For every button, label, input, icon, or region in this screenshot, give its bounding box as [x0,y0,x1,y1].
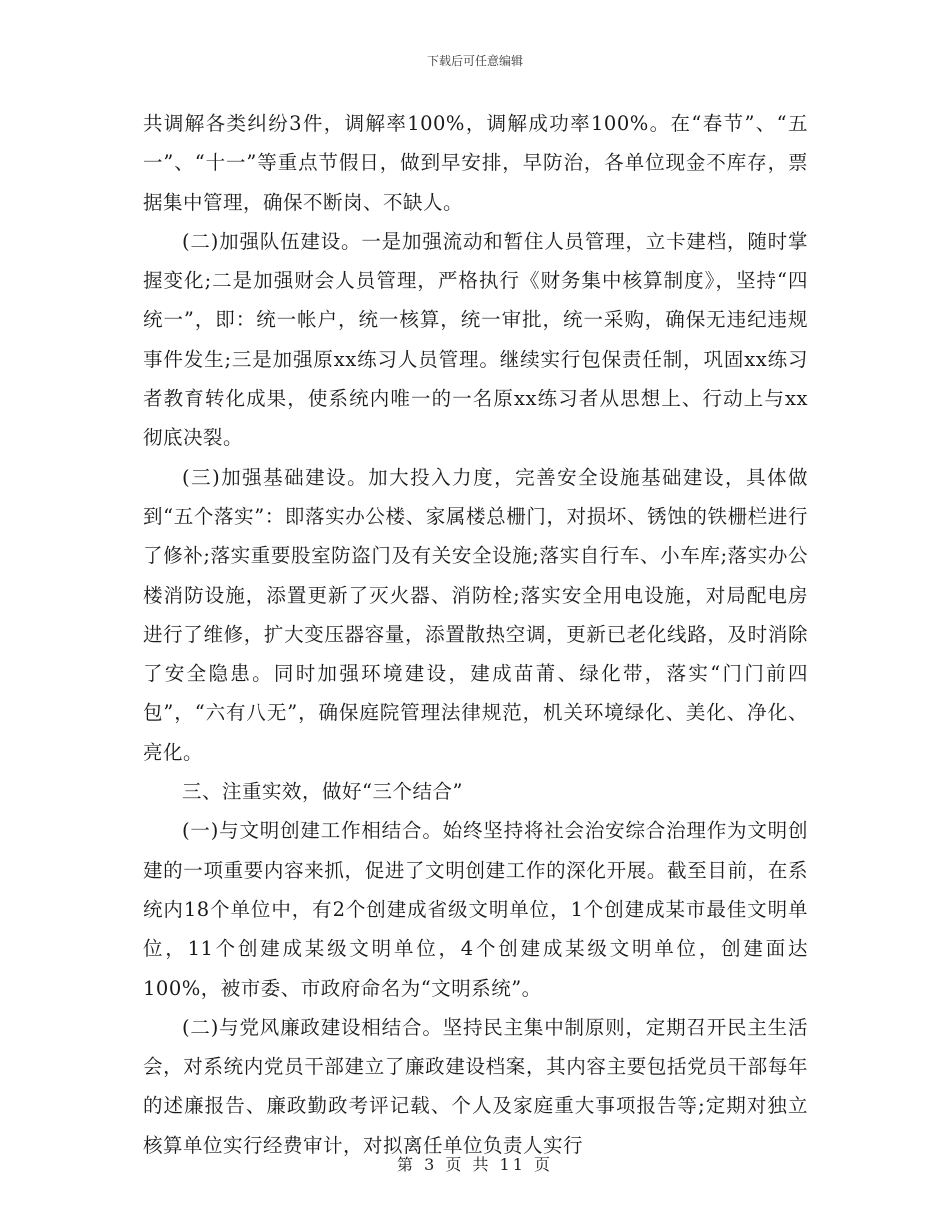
paragraph-continuation: 共调解各类纠纷3件，调解率100%，调解成功率100%。在“春节”、“五一”、“十一”等重点节假日，做到早安排，早防治，各单位现金不库存，票据集中管理，确保不断岗、不缺人。 [143,112,808,214]
paragraph-infrastructure: (三)加强基础建设。加大投入力度，完善安全设施基础建设，具体做到“五个落实”：即落实办公楼、家属楼总栅门，对损坏、锈蚀的铁栅栏进行了修补;落实重要股室防盗门及有关安全设施;落实自行车、小车库;落实办公楼消防设施，添置更新了灭火器、消防栓;落实安全用电设施，对局配电房进行了维修，扩大变压器容量，添置散热空调，更新已老化线路，及时消除了安全隐患。同时加强环境建设，建成苗莆、绿化带，落实“门门前四包”，“六有八无”，确保庭院管理法律规范，机关环境绿化、美化、净化、亮化。 [143,465,808,764]
paragraph-civilization-building: (一)与文明创建工作相结合。始终坚持将社会治安综合治理作为文明创建的一项重要内容来抓，促进了文明创建工作的深化开展。截至目前，在系统内18个单位中，有2个创建成省级文明单位，1个创建成某市最佳文明单位，11个创建成某级文明单位，4个创建成某级文明单位，创建面达100%，被市委、市政府命名为“文明系统”。 [143,819,808,1000]
page-number-footer: 第 3 页 共 11 页 [397,1155,553,1174]
section-heading-three-combinations: 三、注重实效，做好“三个结合” [182,780,463,804]
paragraph-clean-government: (二)与党风廉政建设相结合。坚持民主集中制原则，定期召开民主生活会，对系统内党员干部建立了廉政建设档案，其内容主要包括党员干部每年的述廉报告、廉政勤政考评记载、个人及家庭重大事项报告等;定期对独立核算单位实行经费审计，对拟离任单位负责人实行 [143,1015,808,1157]
paragraph-team-building: (二)加强队伍建设。一是加强流动和暂住人员管理，立卡建档，随时掌握变化;二是加强财会人员管理，严格执行《财务集中核算制度》，坚持“四统一”，即：统一帐户，统一核算，统一审批，统一采购，确保无违纪违规事件发生;三是加强原xx练习人员管理。继续实行包保责任制，巩固xx练习者教育转化成果，使系统内唯一的一名原xx练习者从思想上、行动上与xx彻底决裂。 [143,229,808,450]
page-header-note: 下载后可任意编辑 [426,54,523,68]
document-body [143,104,808,1165]
